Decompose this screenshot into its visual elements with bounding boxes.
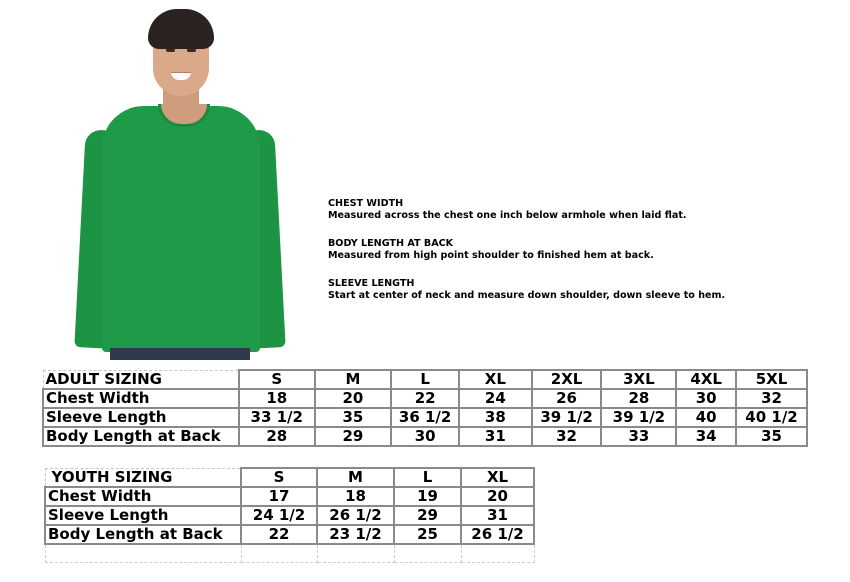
table-cell: 17	[241, 487, 317, 506]
size-header: L	[391, 370, 459, 389]
row-label: Body Length at Back	[45, 525, 241, 544]
size-header: S	[241, 468, 317, 487]
youth-sizing-table	[44, 467, 535, 563]
table-cell: 26 1/2	[461, 525, 534, 544]
row-label: Body Length at Back	[43, 427, 239, 446]
table-cell: 22	[391, 389, 459, 408]
row-label: Sleeve Length	[43, 408, 239, 427]
table-cell: 32	[736, 389, 807, 408]
size-header: 5XL	[736, 370, 807, 389]
table-cell: 26	[532, 389, 602, 408]
table-cell: 28	[239, 427, 315, 446]
table-cell: 19	[394, 487, 461, 506]
table-title: YOUTH SIZING	[45, 468, 241, 487]
table-cell: 31	[461, 506, 534, 525]
table-cell: 39 1/2	[601, 408, 676, 427]
note-description: Measured from high point shoulder to finished hem at back.	[328, 249, 654, 261]
note-title: BODY LENGTH AT BACK	[328, 237, 454, 249]
empty-cell	[241, 544, 317, 563]
row-label: Chest Width	[45, 487, 241, 506]
table-row	[43, 408, 807, 427]
size-header: 3XL	[601, 370, 676, 389]
table-cell: 28	[601, 389, 676, 408]
table-cell: 29	[315, 427, 392, 446]
shirt-body	[102, 106, 260, 352]
table-row	[43, 427, 807, 446]
table-cell: 22	[241, 525, 317, 544]
table-cell: 20	[461, 487, 534, 506]
note-description: Start at center of neck and measure down shoulder, down sleeve to hem.	[328, 289, 726, 301]
table-cell: 30	[391, 427, 459, 446]
table-cell: 38	[459, 408, 532, 427]
table-cell: 29	[394, 506, 461, 525]
table-cell: 39 1/2	[532, 408, 602, 427]
table-cell: 36 1/2	[391, 408, 459, 427]
table-header-row	[43, 370, 807, 389]
table-cell: 40	[676, 408, 736, 427]
row-label: Sleeve Length	[45, 506, 241, 525]
size-header: S	[239, 370, 315, 389]
table-cell: 35	[315, 408, 392, 427]
model-photo	[70, 0, 285, 360]
table-cell: 24	[459, 389, 532, 408]
table-row	[45, 525, 534, 544]
table-cell: 33	[601, 427, 676, 446]
table-cell: 32	[532, 427, 602, 446]
measurement-notes	[328, 198, 725, 318]
note-title: CHEST WIDTH	[328, 198, 404, 209]
note-title: SLEEVE LENGTH	[328, 277, 415, 289]
table-row	[45, 487, 534, 506]
table-cell: 24 1/2	[241, 506, 317, 525]
empty-cell	[317, 544, 394, 563]
table-cell: 20	[315, 389, 392, 408]
note-sleeve-length	[328, 278, 725, 301]
jeans	[110, 348, 250, 360]
table-cell: 31	[459, 427, 532, 446]
row-label: Chest Width	[43, 389, 239, 408]
size-header: 4XL	[676, 370, 736, 389]
size-header: M	[315, 370, 392, 389]
table-cell: 34	[676, 427, 736, 446]
size-header: M	[317, 468, 394, 487]
size-header: L	[394, 468, 461, 487]
model-hair	[148, 9, 214, 49]
table-row	[43, 389, 807, 408]
table-cell: 40 1/2	[736, 408, 807, 427]
size-header: 2XL	[532, 370, 602, 389]
table-cell: 23 1/2	[317, 525, 394, 544]
note-description: Measured across the chest one inch below armhole when laid flat.	[328, 209, 687, 221]
note-chest-width	[328, 198, 725, 221]
adult-sizing-table	[42, 369, 808, 447]
table-cell: 18	[239, 389, 315, 408]
table-cell: 18	[317, 487, 394, 506]
empty-cell	[394, 544, 461, 563]
table-cell: 30	[676, 389, 736, 408]
smile-icon	[171, 72, 191, 80]
table-cell: 35	[736, 427, 807, 446]
table-cell: 25	[394, 525, 461, 544]
table-header-row	[45, 468, 534, 487]
table-cell: 33 1/2	[239, 408, 315, 427]
table-title: ADULT SIZING	[43, 370, 239, 389]
empty-cell	[45, 544, 241, 563]
table-cell: 26 1/2	[317, 506, 394, 525]
note-body-length	[328, 238, 725, 261]
empty-cell	[461, 544, 534, 563]
size-header: XL	[459, 370, 532, 389]
size-header: XL	[461, 468, 534, 487]
empty-table-row	[45, 544, 534, 563]
table-row	[45, 506, 534, 525]
